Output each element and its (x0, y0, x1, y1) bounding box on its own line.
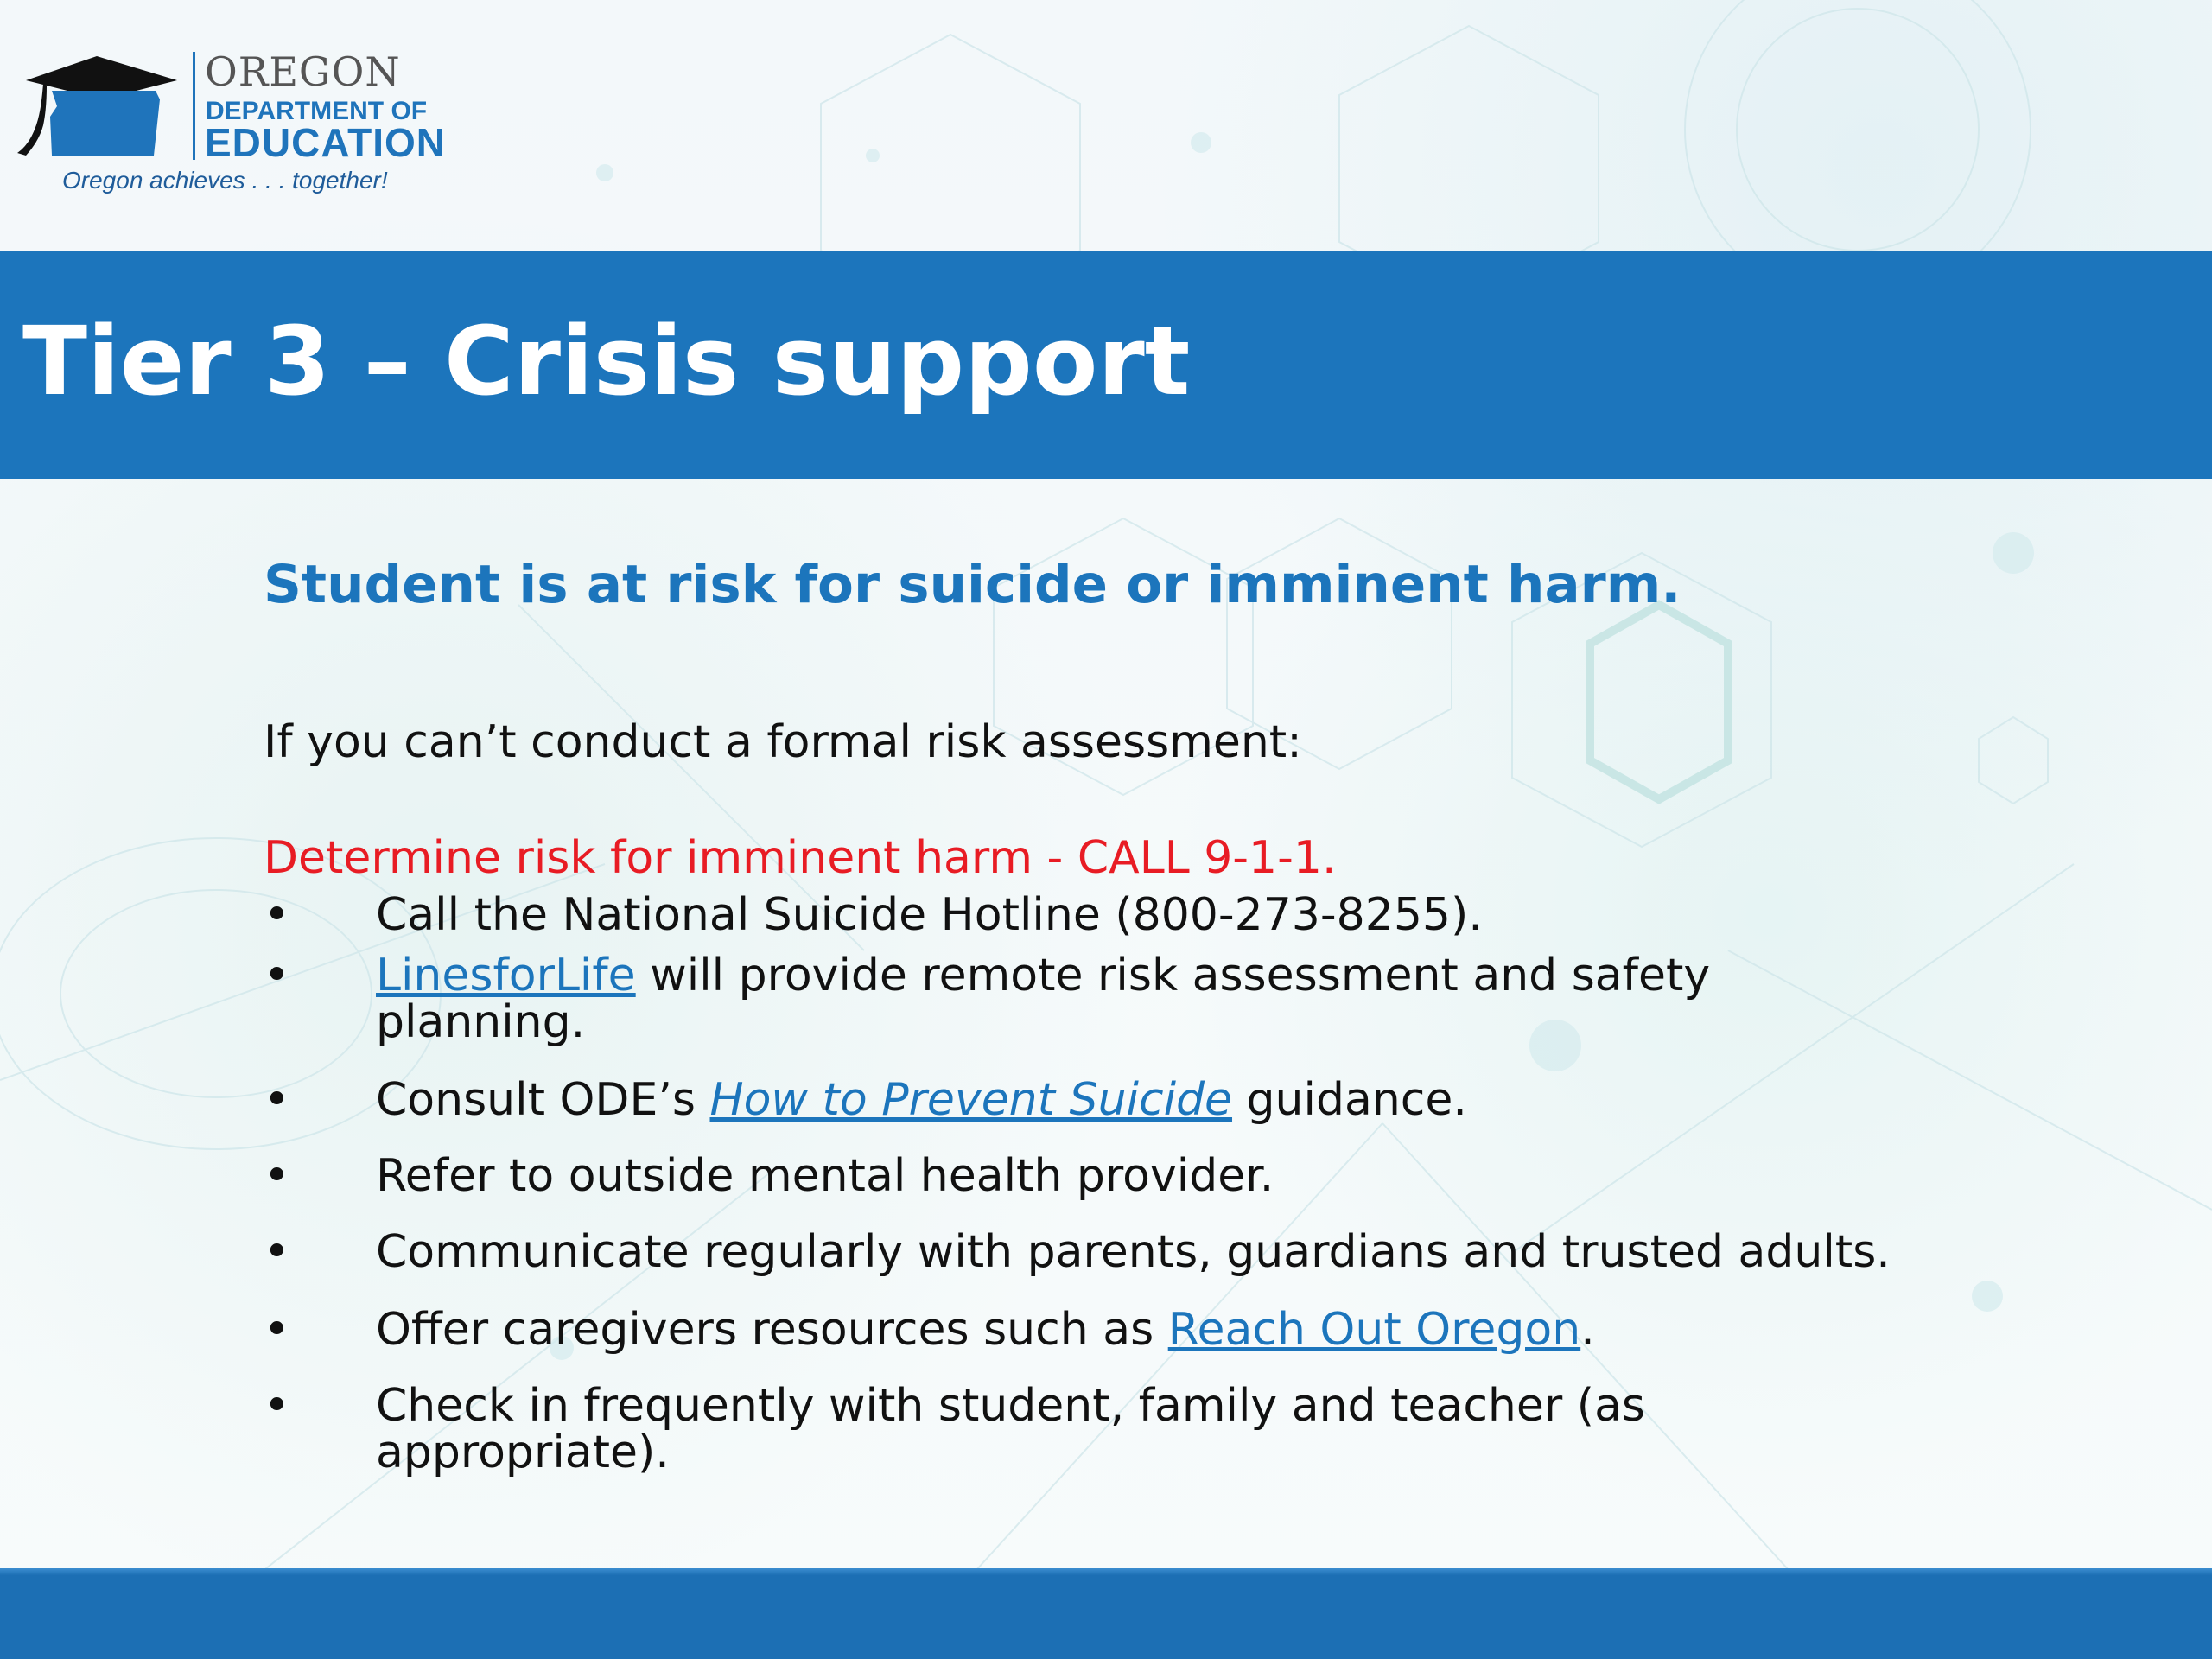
reach-out-oregon-link[interactable]: Reach Out Oregon (1167, 1304, 1581, 1356)
list-item-ode-guidance (264, 1074, 1905, 1126)
list-item-text: Consult ODE’s (376, 1074, 710, 1126)
bullet-marker: • (264, 1226, 290, 1278)
intro-text: If you can’t conduct a formal risk assessment: (264, 716, 1302, 768)
how-to-prevent-suicide-link[interactable]: How to Prevent Suicide (709, 1074, 1233, 1126)
list-item-caregivers (264, 1304, 1905, 1356)
list-item-text: Communicate regularly with parents, guardians and trusted adults. (376, 1226, 1891, 1278)
list-item-text: Refer to outside mental health provider. (376, 1150, 1274, 1202)
list-item-communicate (264, 1226, 1905, 1278)
list-item-refer (264, 1150, 1905, 1202)
bullet-marker: • (264, 1150, 290, 1202)
slide-title: Tier 3 – Crisis support (22, 306, 1191, 416)
graduation-cap-oregon-icon (17, 56, 186, 173)
bullet-marker: • (264, 1380, 290, 1432)
logo-oregon-text: OREGON (205, 48, 401, 95)
linesforlife-link[interactable]: LinesforLife (376, 950, 636, 1001)
list-item-linesforlife (264, 952, 1905, 1046)
logo-divider (193, 52, 195, 160)
list-item-text: guidance. (1232, 1074, 1467, 1126)
subheading: Student is at risk for suicide or imminent harm. (264, 554, 1681, 615)
ode-logo (17, 48, 447, 199)
list-item-hotline (264, 889, 1905, 941)
list-item-text: will provide remote risk assessment and safety planning. (376, 950, 1711, 1048)
bullet-marker: • (264, 950, 290, 1001)
list-item-text: Check in frequently with student, family and teacher (as appropriate). (376, 1380, 1646, 1478)
list-item-text: Offer caregivers resources such as (376, 1304, 1168, 1356)
logo-tagline: Oregon achieves . . . together! (62, 167, 388, 194)
list-item-text: Call the National Suicide Hotline (800-273-8255). (376, 889, 1483, 941)
list-item-check-in (264, 1382, 1905, 1476)
bullet-marker: • (264, 1074, 290, 1126)
action-list (264, 889, 1905, 1478)
footer-bar (0, 1568, 2212, 1659)
emergency-instruction: Determine risk for imminent harm - CALL 9-1-1. (264, 832, 1337, 884)
list-item-text: . (1580, 1304, 1595, 1356)
bullet-marker: • (264, 1304, 290, 1356)
slide-content (264, 553, 1905, 1478)
title-bar (0, 251, 2212, 479)
logo-department-text: DEPARTMENT OF (206, 97, 428, 125)
bullet-marker: • (264, 889, 290, 941)
logo-education-text: EDUCATION (205, 120, 447, 165)
